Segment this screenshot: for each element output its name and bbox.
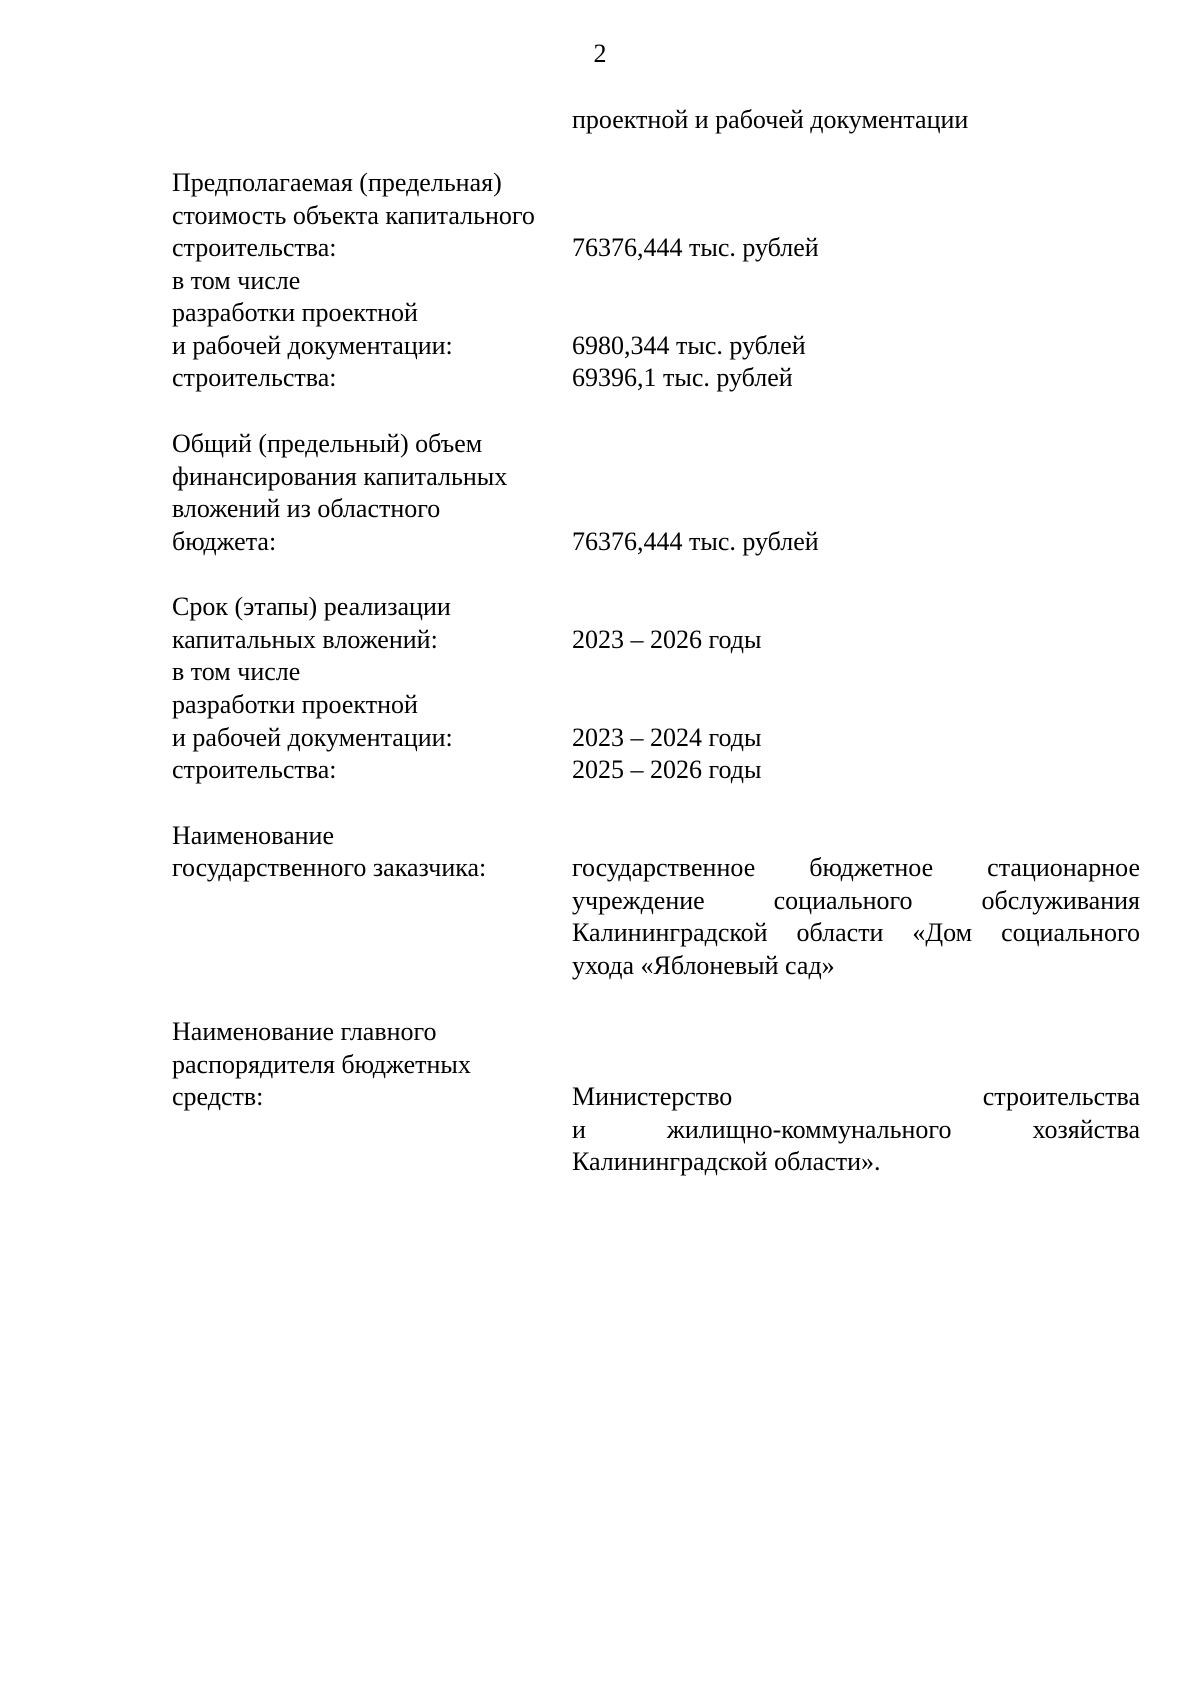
timeline-label-line-6: строительства: [172,755,337,784]
customer-label-line-1: Наименование [172,821,334,850]
timeline-label-line-1: Срок (этапы) реализации [172,592,451,621]
timeline-label-line-5: и рабочей документации: [172,723,453,752]
cost-label-line-5: разработки проектной [172,298,418,327]
cost-total-value: 76376,444 тыс. рублей [572,233,819,262]
financing-value: 76376,444 тыс. рублей [572,527,819,556]
timeline-label-line-4: разработки проектной [172,690,418,719]
customer-label-line-2: государственного заказчика: [172,853,487,882]
timeline-construction-value: 2025 – 2026 годы [572,755,762,784]
cost-label-line-1: Предполагаемая (предельная) [172,168,502,197]
cost-construction-value: 69396,1 тыс. рублей [572,363,793,392]
timeline-total-value: 2023 – 2026 годы [572,625,762,654]
cost-label-line-4: в том числе [172,266,301,295]
cost-design-docs-value: 6980,344 тыс. рублей [572,331,806,360]
manager-label-line-2: распорядителя бюджетных [172,1050,471,1079]
manager-value-line-1: Министерство строительства [572,1082,1140,1111]
financing-label-line-3: вложений из областного [172,494,441,523]
continuation-text: проектной и рабочей документации [572,105,969,134]
customer-value-line-1: государственное бюджетное стационарное [572,853,1140,882]
cost-label-line-2: стоимость объекта капитального [172,201,535,230]
manager-value-line-3: Калининградской области». [572,1147,881,1176]
customer-value-line-2: учреждение социального обслуживания [572,886,1140,915]
timeline-label-line-3: в том числе [172,657,301,686]
customer-value-line-3: Калининградской области «Дом социального [572,918,1140,947]
financing-label-line-4: бюджета: [172,527,277,556]
manager-value-line-2: и жилищно-коммунального хозяйства [572,1115,1140,1144]
financing-label-line-2: финансирования капитальных [172,462,508,491]
cost-label-line-3: строительства: [172,233,337,262]
manager-label-line-3: средств: [172,1082,264,1111]
financing-label-line-1: Общий (предельный) объем [172,429,483,458]
cost-label-line-7: строительства: [172,363,337,392]
cost-label-line-6: и рабочей документации: [172,331,453,360]
timeline-label-line-2: капитальных вложений: [172,625,438,654]
timeline-design-docs-value: 2023 – 2024 годы [572,723,762,752]
manager-label-line-1: Наименование главного [172,1017,437,1046]
customer-value-line-4: ухода «Яблоневый сад» [572,951,835,980]
page-number: 2 [593,39,607,68]
